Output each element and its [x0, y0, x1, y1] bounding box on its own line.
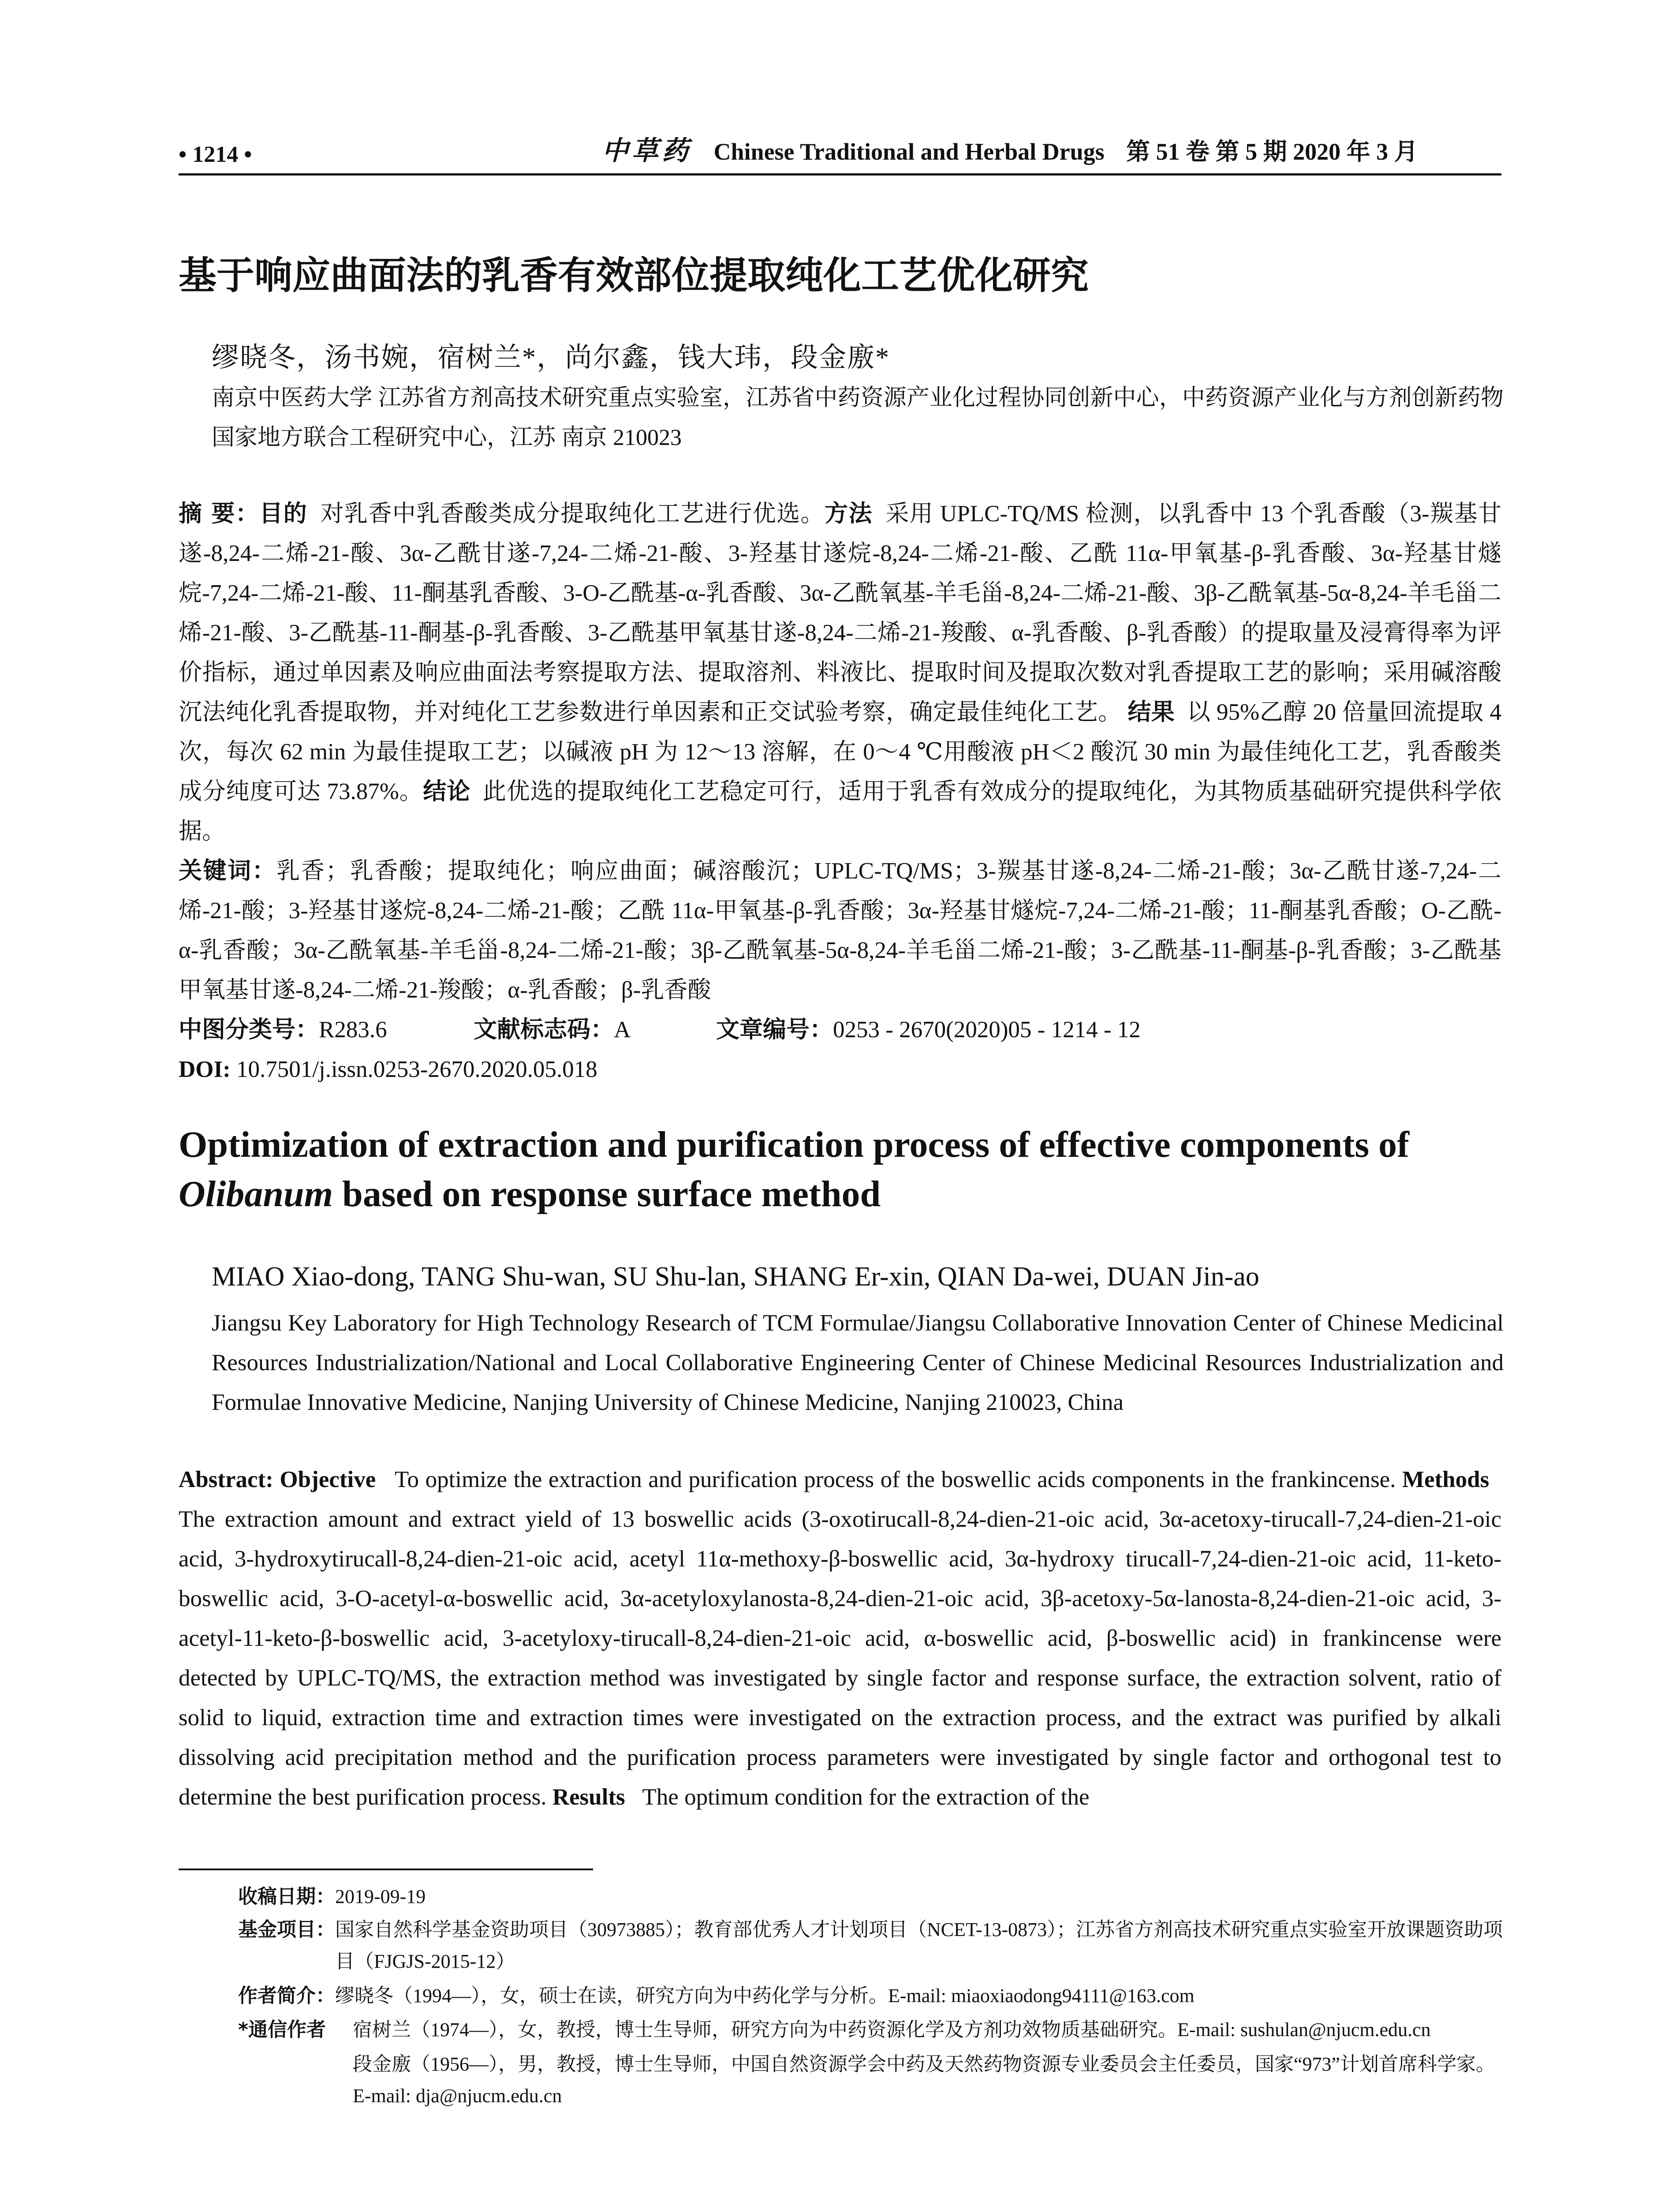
en-results-label: Results: [552, 1784, 625, 1810]
cn-conclusion: 此优选的提取纯化工艺稳定可行，适用于乳香有效成分的提取纯化，为其物质基础研究提供科学依据。: [179, 779, 1502, 844]
doi-line: [179, 1050, 1501, 1089]
footnote-fund: [238, 1914, 1504, 1977]
cn-objective-label: 目的: [259, 500, 308, 527]
page-number: • 1214 •: [179, 142, 252, 167]
fund-label: 基金项目：: [238, 1918, 335, 1941]
journal-title: [602, 130, 1418, 168]
fund-text: 国家自然科学基金资助项目（30973885）；教育部优秀人才计划项目（NCET-13-0873）；江苏省方剂高技术研究重点实验室开放课题资助项目（FJGJS-2015-12）: [335, 1919, 1503, 1972]
cn-abstract-label: 摘 要：: [179, 500, 260, 527]
doc-code-label: 文献标志码：: [474, 1016, 614, 1043]
journal-issue: 第 51 卷 第 5 期 2020 年 3 月: [1126, 138, 1418, 165]
cn-keywords-line: [179, 851, 1501, 1010]
cn-affiliation: 南京中医药大学 江苏省方剂高技术研究重点实验室，江苏省中药资源产业化过程协同创新中心，中药资源产业化与方剂创新药物国家地方联合工程研究中心，江苏 南京 210023: [212, 385, 1504, 450]
en-abstract: [179, 1460, 1501, 1817]
en-title: [179, 1120, 1501, 1219]
cn-results: 以 95%乙醇 20 倍量回流提取 4 次，每次 62 min 为最佳提取工艺；以碱液 pH 为 12～13 溶解，在 0～4 ℃用酸液 pH＜2 酸沉 30 min 为最佳纯化工艺，乳香酸类成分纯度可达 73.87%。: [179, 699, 1502, 804]
corresponding-author-1: 宿树兰（1974—），女，教授，博士生导师，研究方向为中药资源化学及方剂功效物质基础研究。E-mail: sushulan@njucm.edu.cn: [353, 2019, 1431, 2041]
header-rule: [179, 173, 1501, 176]
clc-value: R283.6: [319, 1017, 387, 1043]
cn-methods: 采用 UPLC-TQ/MS 检测，以乳香中 13 个乳香酸（3-羰基甘遂-8,24-二烯-21-酸、3α-乙酰甘遂-7,24-二烯-21-酸、3-羟基甘遂烷-8,24-二烯-21-酸、乙酰 11α-甲氧基-β-乳香酸、3α-羟基甘燧烷-7,24-二烯-21-酸、11-酮基乳香酸、3-O-乙酰基-α-乳香酸、3α-乙酰氧基-羊毛甾-8,24-二烯-21-酸、3β-乙酰氧基-5α-8,24-羊毛甾二烯-21-酸、3-乙酰基-11-酮基-β-乳香酸、3-乙酰基甲氧基甘遂-8,24-二烯-21-羧酸、α-乳香酸、β-乳香酸）的提取量及浸膏得率为评价指标，通过单因素及响应曲面法考察提取方法、提取溶剂、料液比、提取时间及提取次数对乳香提取工艺的影响；采用碱溶酸沉法纯化乳香提取物，并对纯化工艺参数进行单因素和正交试验考察，确定最佳纯化工艺。: [179, 501, 1502, 725]
footnote-received: [238, 1881, 1504, 1913]
corresponding-author-2: 段金廒（1956—），男，教授，博士生导师，中国自然资源学会中药及天然药物资源专业委员会主任委员，国家“973”计划首席科学家。E-mail: dja@njucm.edu.cn: [353, 2053, 1496, 2107]
en-objective-label: Objective: [280, 1467, 376, 1492]
cn-title: 基于响应曲面法的乳香有效部位提取纯化工艺优化研究: [179, 254, 1089, 298]
clc-label: 中图分类号：: [179, 1016, 319, 1043]
footnote-rule: [179, 1869, 593, 1870]
cn-conclusion-label: 结论: [423, 778, 470, 805]
cn-results-label: 结果: [1127, 699, 1175, 725]
cn-objective: 对乳香中乳香酸类成分提取纯化工艺进行优选。: [320, 501, 825, 527]
article-no-value: 0253 - 2670(2020)05 - 1214 - 12: [833, 1017, 1141, 1043]
footnote-author: [238, 1980, 1504, 2012]
journal-name: Chinese Traditional and Herbal Drugs: [713, 138, 1105, 165]
doc-code-value: A: [614, 1017, 630, 1043]
en-title-italic: Olibanum: [179, 1174, 333, 1215]
cn-authors: 缪晓冬，汤书婉，宿树兰*，尚尔鑫，钱大玮，段金廒*: [212, 343, 890, 373]
article-no-label: 文章编号：: [716, 1016, 833, 1043]
author-bio-label: 作者简介：: [238, 1984, 335, 2007]
en-affiliation: Jiangsu Key Laboratory for High Technology Research of TCM Formulae/Jiangsu Collaborative Innovation Center of Chinese Medicinal Resources Industrialization/National and Local Collaborative Engineering Center of Chinese Medicinal Resources Industrialization and Formulae Innovative Medicine, Nanjing University of Chinese Medicine, Nanjing 210023, China: [212, 1310, 1504, 1415]
en-title-part1: Optimization of extraction and purification process of effective components of: [179, 1124, 1410, 1165]
cn-methods-label: 方法: [825, 500, 873, 527]
en-authors: MIAO Xiao-dong, TANG Shu-wan, SU Shu-lan, SHANG Er-xin, QIAN Da-wei, DUAN Jin-ao: [212, 1262, 1259, 1292]
cn-abstract-body: [179, 494, 1501, 851]
journal-logo: 中草药: [602, 136, 692, 165]
cn-keywords: 乳香；乳香酸；提取纯化；响应曲面；碱溶酸沉；UPLC-TQ/MS；3-羰基甘遂-8,24-二烯-21-酸；3α-乙酰甘遂-7,24-二烯-21-酸；3-羟基甘遂烷-8,24-二烯-21-酸；乙酰 11α-甲氧基-β-乳香酸；3α-羟基甘燧烷-7,24-二烯-21-酸；11-酮基乳香酸；O-乙酰-α-乳香酸；3α-乙酰氧基-羊毛甾-8,24-二烯-21-酸；3β-乙酰氧基-5α-8,24-羊毛甾二烯-21-酸；3-乙酰基-11-酮基-β-乳香酸；3-乙酰基甲氧基甘遂-8,24-二烯-21-羧酸；α-乳香酸；β-乳香酸: [179, 858, 1501, 1003]
received-label: 收稿日期：: [238, 1885, 335, 1908]
received-date: 2019-09-19: [335, 1886, 426, 1907]
author-bio: 缪晓冬（1994—），女，硕士在读，研究方向为中药化学与分析。E-mail: miaoxiaodong94111@163.com: [335, 1985, 1195, 2007]
en-objective: To optimize the extraction and purification process of the boswellic acids components in the frankincense.: [394, 1467, 1396, 1492]
corresponding-label: *通信作者: [238, 2018, 326, 2041]
cn-classification-line: [179, 1010, 1501, 1050]
en-abstract-label: Abstract:: [179, 1467, 273, 1492]
doi-label: DOI:: [179, 1057, 231, 1082]
cn-keywords-label: 关键词：: [179, 857, 277, 884]
en-results: The optimum condition for the extraction of the: [642, 1784, 1090, 1810]
cn-abstract: [179, 494, 1501, 1089]
en-methods-label: Methods: [1402, 1467, 1490, 1492]
en-methods: The extraction amount and extract yield of 13 boswellic acids (3-oxotirucall-8,24-dien-21-oic acid, 3α-acetoxy-tirucall-7,24-dien-21-oic acid, 3-hydroxytirucall-8,24-dien-21-oic acid, acetyl 11α-methoxy-β-boswellic acid, 3α-hydroxy tirucall-7,24-dien-21-oic acid, 11-keto-boswellic acid, 3-O-acetyl-α-boswellic acid, 3α-acetyloxylanosta-8,24-dien-21-oic acid, 3β-acetoxy-5α-lanosta-8,24-dien-21-oic acid, 3-acetyl-11-keto-β-boswellic acid, 3-acetyloxy-tirucall-8,24-dien-21-oic acid, α-boswellic acid, β-boswellic acid) in frankincense were detected by UPLC-TQ/MS, the extraction method was investigated by single factor and response surface, the extraction solvent, ratio of solid to liquid, extraction time and extraction times were investigated on the extraction process, and the extract was purified by alkali dissolving acid precipitation method and the purification process parameters were investigated by single factor and orthogonal test to determine the best purification process.: [179, 1506, 1501, 1810]
doi-value: 10.7501/j.issn.0253-2670.2020.05.018: [236, 1057, 597, 1082]
en-title-part2: based on response surface method: [342, 1174, 881, 1215]
running-header: [179, 136, 1501, 176]
